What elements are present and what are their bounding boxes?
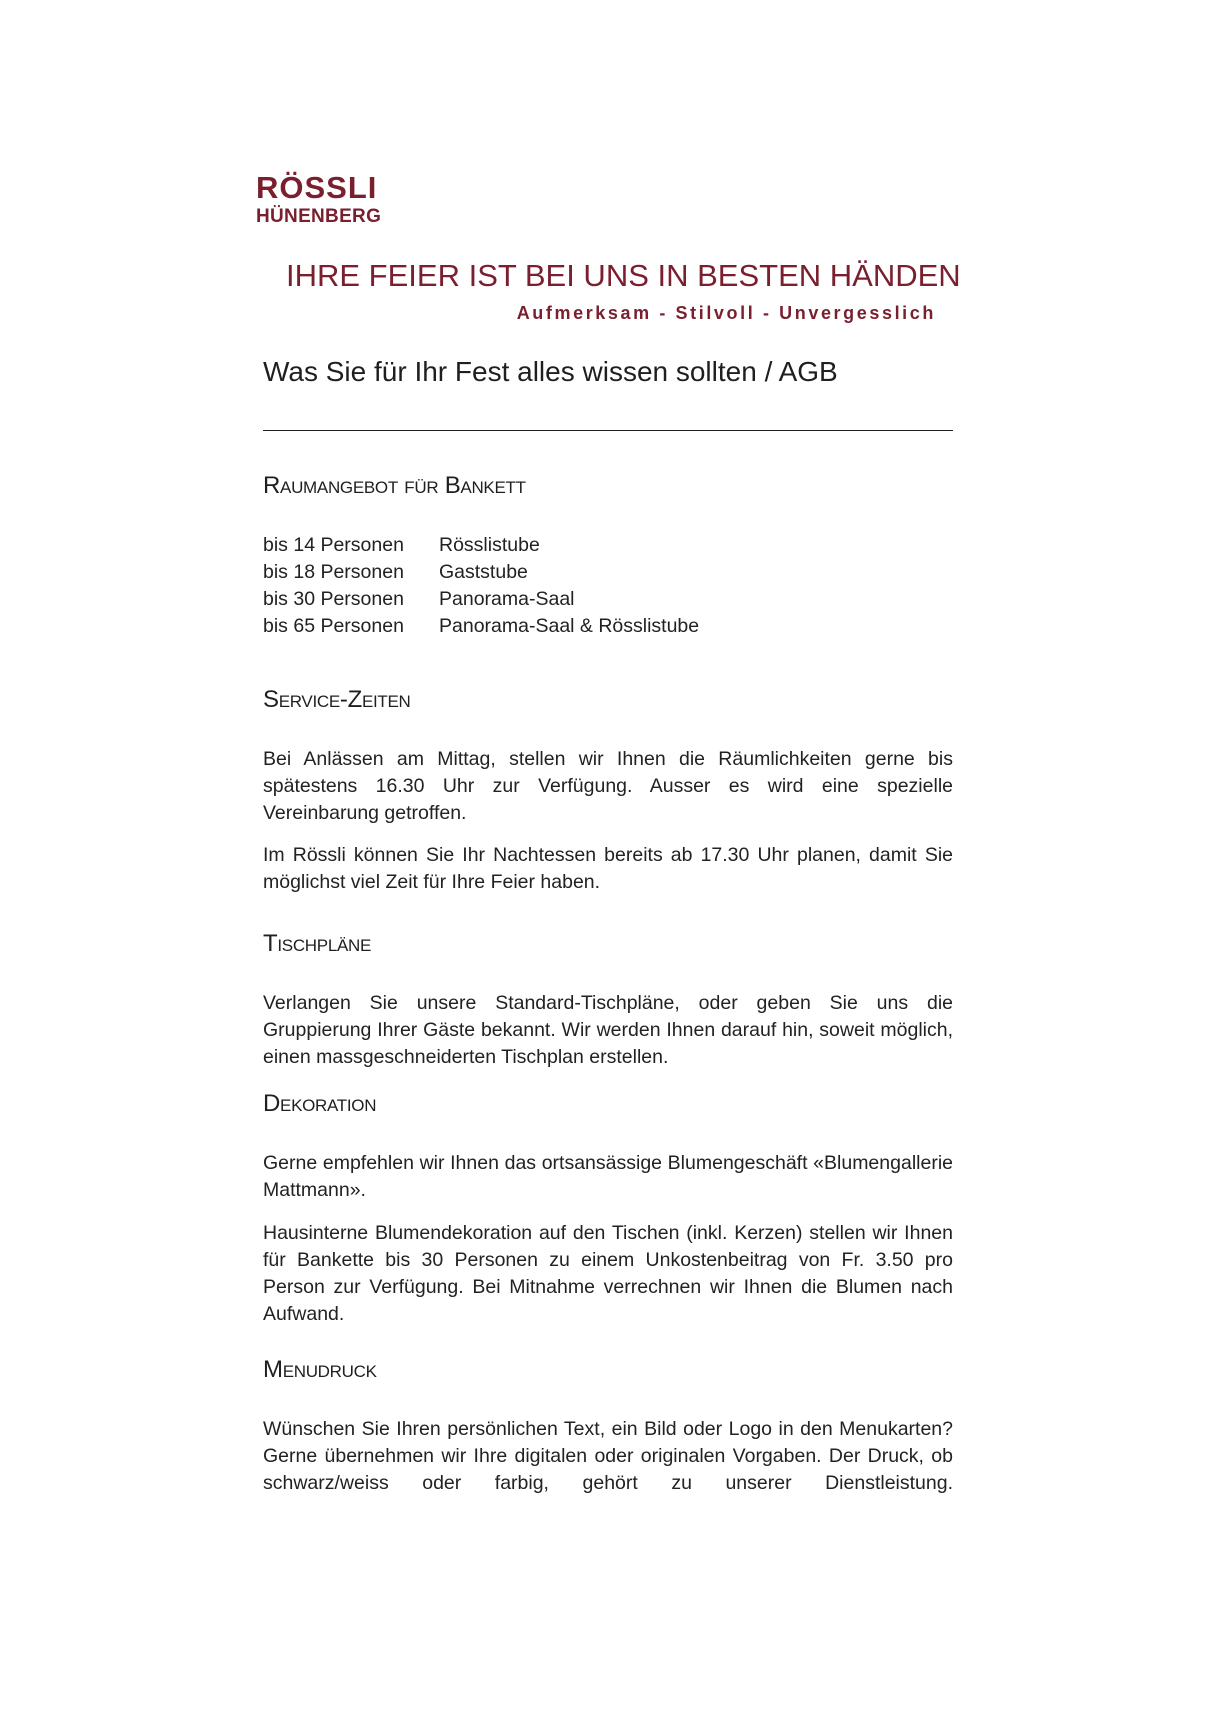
tagline: IHRE FEIER IST BEI UNS IN BESTEN HÄNDEN — [286, 258, 961, 293]
room-name: Panorama-Saal — [439, 588, 575, 610]
service-text-2 — [263, 842, 953, 896]
room-capacity: bis 18 Personen — [263, 561, 404, 583]
room-name: Rösslistube — [439, 534, 540, 556]
section-heading-service: Service-Zeiten — [263, 686, 411, 713]
paragraph: Verlangen Sie unsere Standard-Tischpläne, oder geben Sie uns die Gruppierung Ihrer Gäste bekannt. Wir werden Ihnen darauf hin, soweit möglich, einen massgeschneiderten Tischplan erstellen. — [263, 992, 953, 1068]
page-title: Was Sie für Ihr Fest alles wissen sollten / AGB — [263, 356, 838, 387]
room-row — [263, 586, 699, 613]
logo-line-2: HÜNENBERG — [256, 206, 382, 227]
menudruck-text — [263, 1416, 953, 1497]
room-name: Panorama-Saal & Rösslistube — [439, 615, 700, 637]
room-capacity: bis 30 Personen — [263, 588, 404, 610]
section-heading-tischplaene: Tischpläne — [263, 930, 372, 957]
tischplaene-text — [263, 990, 953, 1071]
paragraph: Gerne empfehlen wir Ihnen das ortsansässige Blumengeschäft «Blumengallerie Mattmann». — [263, 1152, 953, 1201]
logo-line-1: RÖSSLI — [256, 170, 378, 205]
paragraph: Bei Anlässen am Mittag, stellen wir Ihnen die Räumlichkeiten gerne bis spätestens 16.30 Uhr zur Verfügung. Ausser es wird eine spezielle Vereinbarung getroffen. — [263, 748, 953, 824]
dekoration-text-2 — [263, 1220, 953, 1328]
paragraph: Wünschen Sie Ihren persönlichen Text, ein Bild oder Logo in den Menukarten? Gerne übernehmen wir Ihre digitalen oder originalen Vorgaben. Der Druck, ob schwarz/weiss oder farbig, gehört zu unserer Dienstleistung. — [263, 1418, 953, 1494]
subtagline: Aufmerksam - Stilvoll - Unvergesslich — [516, 303, 936, 323]
paragraph: Im Rössli können Sie Ihr Nachtessen bereits ab 17.30 Uhr planen, damit Sie möglichst viel Zeit für Ihre Feier haben. — [263, 844, 953, 893]
room-row — [263, 532, 699, 559]
room-capacity: bis 14 Personen — [263, 534, 404, 556]
room-row — [263, 613, 699, 640]
tagline-block — [286, 258, 961, 324]
brand-logo — [256, 172, 381, 226]
room-list — [263, 532, 699, 640]
section-heading-raumangebot: Raumangebot für Bankett — [263, 472, 526, 499]
room-row — [263, 559, 699, 586]
service-text — [263, 746, 953, 827]
dekoration-text — [263, 1150, 953, 1204]
paragraph: Hausinterne Blumendekoration auf den Tischen (inkl. Kerzen) stellen wir Ihnen für Bankette bis 30 Personen zu einem Unkostenbeitrag von Fr. 3.50 pro Person zur Verfügung. Bei Mitnahme verrechnen wir Ihnen die Blumen nach Aufwand. — [263, 1222, 953, 1325]
section-heading-dekoration: Dekoration — [263, 1090, 377, 1117]
room-name: Gaststube — [439, 561, 528, 583]
title-divider — [263, 430, 953, 431]
section-heading-menudruck: Menudruck — [263, 1356, 377, 1383]
room-capacity: bis 65 Personen — [263, 615, 404, 637]
